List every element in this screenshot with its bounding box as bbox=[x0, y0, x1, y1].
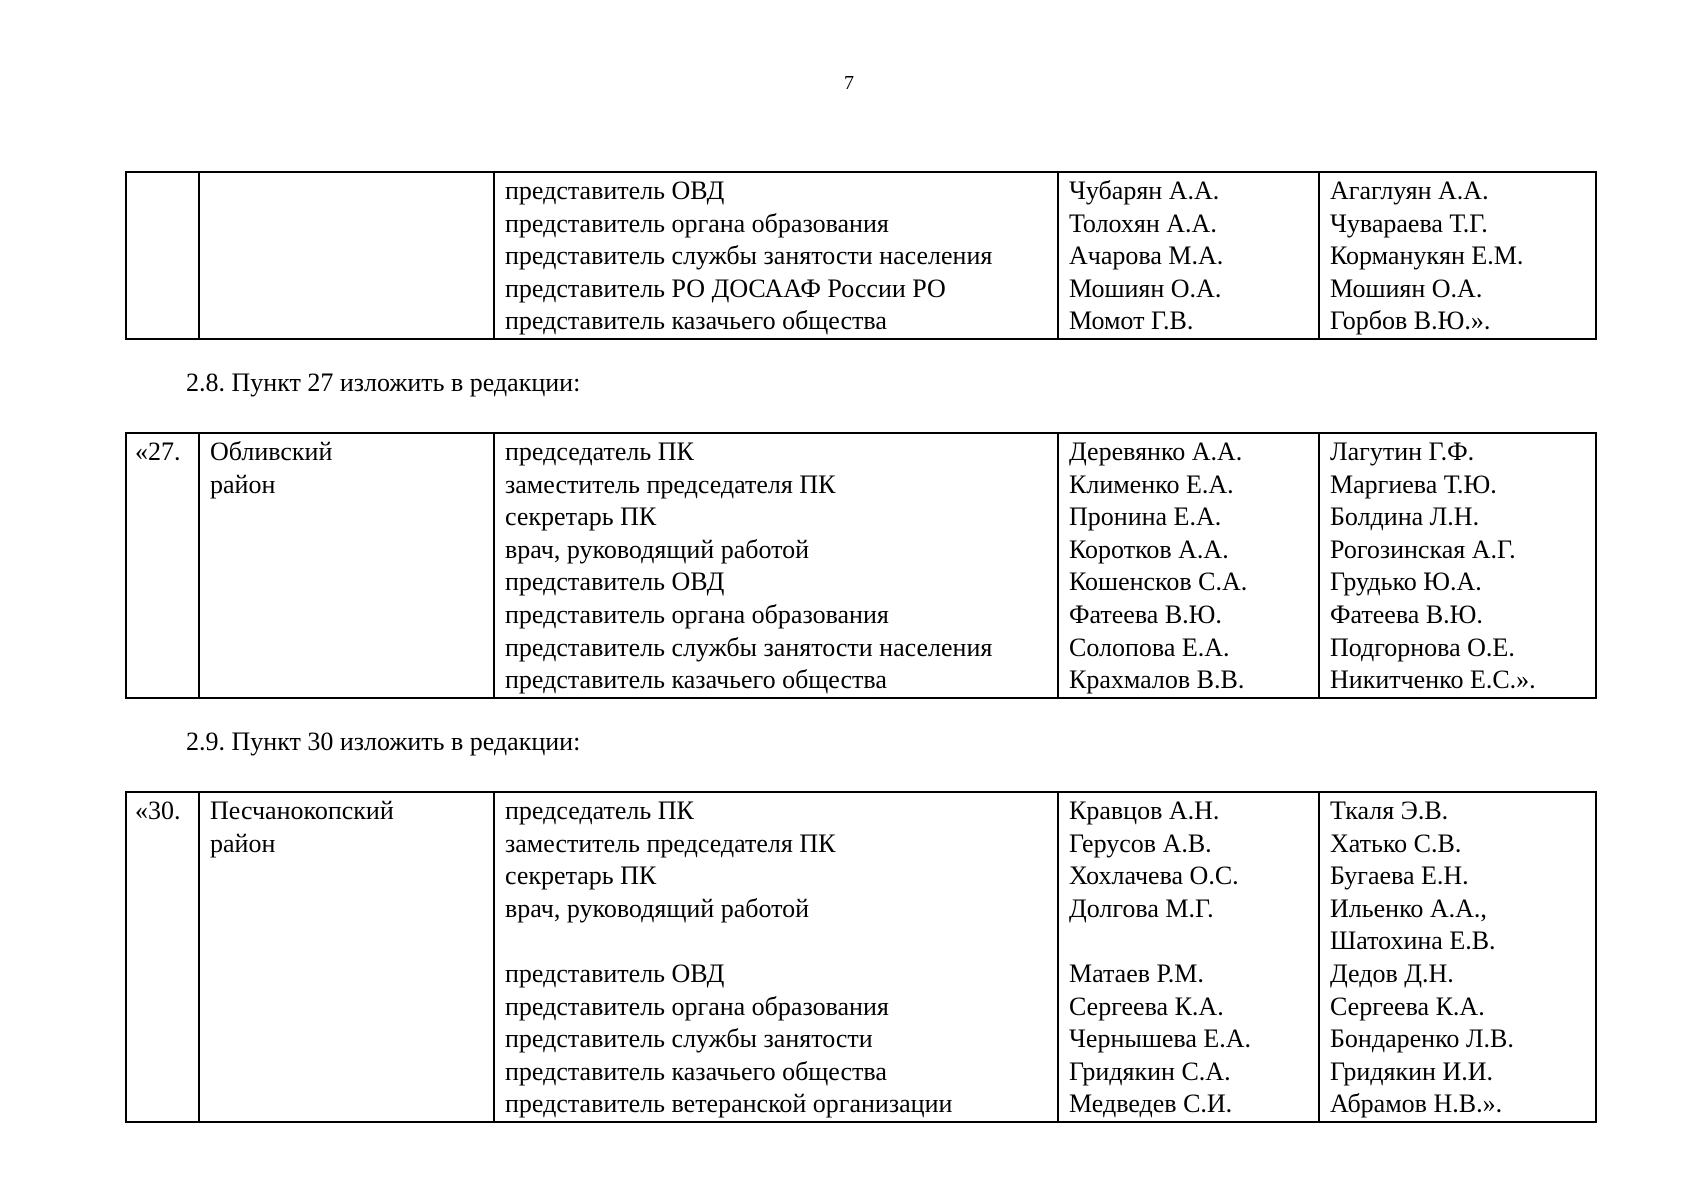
main-member-cell-line bbox=[1069, 925, 1318, 958]
reserve-member-cell-line: Маргиева Т.Ю. bbox=[1330, 469, 1497, 499]
reserve-member-cell-line: Горбов В.Ю.». bbox=[1330, 306, 1491, 336]
role-cell-line: представитель органа образования bbox=[505, 599, 889, 629]
item-number-cell bbox=[126, 792, 199, 1122]
role-cell bbox=[494, 792, 1058, 1122]
main-member-cell-line: Кравцов А.Н. bbox=[1069, 796, 1220, 825]
commission-table-item-27 bbox=[125, 432, 1597, 699]
role-cell-line bbox=[505, 925, 1057, 958]
main-member-cell-line: Гридякин С.А. bbox=[1069, 1056, 1231, 1086]
district-cell-line: район bbox=[210, 828, 276, 858]
reserve-member-cell-line: Хатько С.В. bbox=[1330, 828, 1462, 858]
role-cell-line: представитель службы занятости bbox=[505, 1024, 873, 1054]
reserve-member-cell-line: Болдина Л.Н. bbox=[1330, 502, 1480, 532]
reserve-member-cell-line: Лагутин Г.Ф. bbox=[1330, 437, 1475, 466]
main-member-cell-line: Кошенсков С.А. bbox=[1069, 567, 1248, 597]
main-member-cell bbox=[1058, 433, 1319, 698]
role-cell-line: председатель ПК bbox=[505, 796, 694, 825]
role-cell bbox=[494, 433, 1058, 698]
table-row bbox=[126, 433, 1596, 698]
commission-table-item-30 bbox=[125, 791, 1597, 1123]
main-member-cell-line: Солопова Е.А. bbox=[1069, 632, 1230, 662]
role-cell-line: представитель службы занятости населения bbox=[505, 241, 993, 271]
main-member-cell-line: Толохян А.А. bbox=[1069, 208, 1217, 238]
main-member-cell bbox=[1058, 792, 1319, 1122]
role-cell bbox=[494, 172, 1058, 339]
role-cell-line: представитель РО ДОСААФ России РО bbox=[505, 273, 946, 303]
table-row bbox=[126, 172, 1596, 339]
role-cell-line: представитель службы занятости населения bbox=[505, 632, 993, 662]
role-cell-line: представитель ветеранской организации bbox=[505, 1089, 953, 1119]
reserve-member-cell-line: Дедов Д.Н. bbox=[1330, 958, 1454, 988]
role-cell-line: секретарь ПК bbox=[505, 502, 657, 532]
main-member-cell-line: Хохлачева О.С. bbox=[1069, 861, 1239, 891]
table-row bbox=[126, 792, 1596, 1122]
reserve-member-cell-line: Фатеева В.Ю. bbox=[1330, 599, 1483, 629]
main-member-cell bbox=[1058, 172, 1319, 339]
reserve-member-cell bbox=[1319, 172, 1596, 339]
role-cell-line: заместитель председателя ПК bbox=[505, 828, 836, 858]
main-member-cell-line: Матаев Р.М. bbox=[1069, 958, 1204, 988]
role-cell-line: представитель органа образования bbox=[505, 208, 889, 238]
role-cell-line: председатель ПК bbox=[505, 437, 694, 466]
district-cell-line: район bbox=[210, 469, 276, 499]
reserve-member-cell-line: Чувараева Т.Г. bbox=[1330, 208, 1488, 238]
main-member-cell-line: Сергеева К.А. bbox=[1069, 991, 1224, 1021]
reserve-member-cell bbox=[1319, 792, 1596, 1122]
role-cell-line: представитель органа образования bbox=[505, 991, 889, 1021]
role-cell-line: представитель ОВД bbox=[505, 567, 725, 597]
reserve-member-cell-line: Ильенко А.А., bbox=[1330, 893, 1487, 923]
role-cell-line: представитель ОВД bbox=[505, 176, 725, 205]
item-number-cell bbox=[126, 433, 199, 698]
role-cell-line: врач, руководящий работой bbox=[505, 893, 810, 923]
reserve-member-cell-line: Абрамов Н.В.». bbox=[1330, 1089, 1503, 1119]
reserve-member-cell-line: Грудько Ю.А. bbox=[1330, 567, 1482, 597]
role-cell-line: представитель казачьего общества bbox=[505, 306, 887, 336]
main-member-cell-line: Коротков А.А. bbox=[1069, 534, 1229, 564]
role-cell-line: представитель казачьего общества bbox=[505, 1056, 887, 1086]
reserve-member-cell-line: Ткаля Э.В. bbox=[1330, 796, 1449, 825]
reserve-member-cell bbox=[1319, 433, 1596, 698]
reserve-member-cell-line: Бондаренко Л.В. bbox=[1330, 1024, 1514, 1054]
reserve-member-cell-line: Шатохина Е.В. bbox=[1330, 926, 1496, 956]
reserve-member-cell-line: Рогозинская А.Г. bbox=[1330, 534, 1516, 564]
main-member-cell-line: Клименко Е.А. bbox=[1069, 469, 1234, 499]
item-number-cell bbox=[126, 172, 199, 339]
district-cell-line: Обливский bbox=[210, 437, 333, 466]
paragraph-2-8: 2.8. Пункт 27 изложить в редакции: bbox=[186, 368, 581, 397]
reserve-member-cell-line: Гридякин И.И. bbox=[1330, 1056, 1494, 1086]
main-member-cell-line: Долгова М.Г. bbox=[1069, 893, 1214, 923]
main-member-cell-line: Чубарян А.А. bbox=[1069, 176, 1220, 205]
paragraph-2-9: 2.9. Пункт 30 изложить в редакции: bbox=[186, 727, 581, 756]
role-cell-line: представитель ОВД bbox=[505, 958, 725, 988]
district-cell-line: Песчанокопский bbox=[210, 796, 394, 825]
reserve-member-cell-line: Подгорнова О.Е. bbox=[1330, 632, 1515, 662]
item-number-cell-text: «27. bbox=[135, 437, 181, 466]
role-cell-line: заместитель председателя ПК bbox=[505, 469, 836, 499]
district-cell bbox=[199, 172, 494, 339]
reserve-member-cell-line: Корманукян Е.М. bbox=[1330, 241, 1524, 271]
reserve-member-cell-line: Сергеева К.А. bbox=[1330, 991, 1485, 1021]
page-number: 7 bbox=[844, 72, 854, 94]
main-member-cell-line: Медведев С.И. bbox=[1069, 1089, 1233, 1119]
role-cell-line: секретарь ПК bbox=[505, 861, 657, 891]
role-cell-line: представитель казачьего общества bbox=[505, 665, 887, 695]
reserve-member-cell-line: Мошиян О.А. bbox=[1330, 273, 1483, 303]
district-cell bbox=[199, 433, 494, 698]
role-cell-line: врач, руководящий работой bbox=[505, 534, 810, 564]
main-member-cell-line: Крахмалов В.В. bbox=[1069, 665, 1245, 695]
reserve-member-cell-line: Бугаева Е.Н. bbox=[1330, 861, 1469, 891]
main-member-cell-line: Пронина Е.А. bbox=[1069, 502, 1222, 532]
commission-table-continued bbox=[125, 171, 1597, 340]
main-member-cell-line: Ачарова М.А. bbox=[1069, 241, 1224, 271]
main-member-cell-line: Момот Г.В. bbox=[1069, 306, 1194, 336]
reserve-member-cell-line: Никитченко Е.С.». bbox=[1330, 665, 1536, 695]
item-number-cell-text bbox=[135, 175, 198, 208]
main-member-cell-line: Чернышева Е.А. bbox=[1069, 1024, 1252, 1054]
main-member-cell-line: Фатеева В.Ю. bbox=[1069, 599, 1222, 629]
main-member-cell-line: Герусов А.В. bbox=[1069, 828, 1212, 858]
main-member-cell-line: Деревянко А.А. bbox=[1069, 437, 1243, 466]
district-cell bbox=[199, 792, 494, 1122]
item-number-cell-text: «30. bbox=[135, 796, 181, 825]
reserve-member-cell-line: Агаглуян А.А. bbox=[1330, 176, 1489, 205]
main-member-cell-line: Мошиян О.А. bbox=[1069, 273, 1222, 303]
